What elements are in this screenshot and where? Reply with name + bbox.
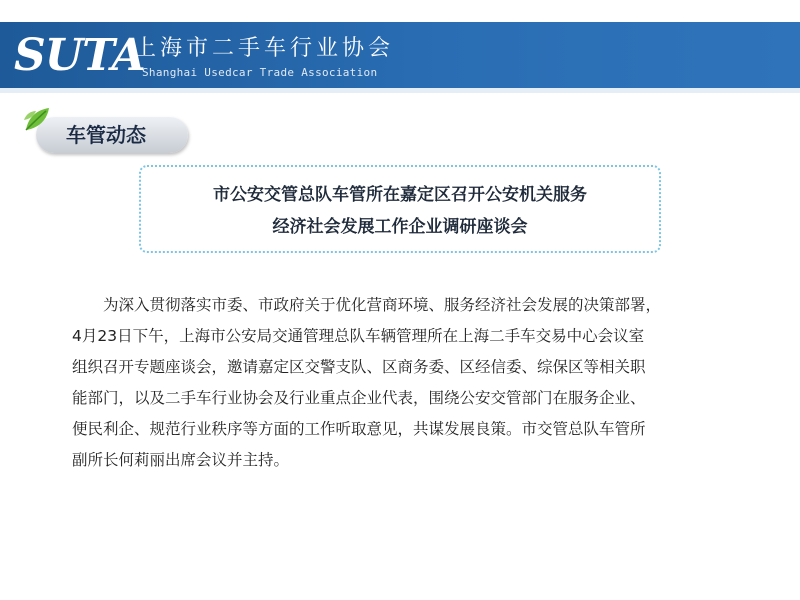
article-body-line-4: 能部门，以及二手车行业协会及行业重点企业代表，围绕公安交管部门在服务企业、 xyxy=(72,389,646,407)
suta-logo: SUTA xyxy=(14,30,145,81)
leaf-icon xyxy=(22,104,52,134)
article-title-box xyxy=(139,165,661,253)
section-tag xyxy=(36,117,188,153)
section-tag-label: 车管动态 xyxy=(66,123,146,147)
header-divider xyxy=(0,88,800,93)
article-title-line-2: 经济社会发展工作企业调研座谈会 xyxy=(272,217,528,237)
article-body-line-5: 便民利企、规范行业秩序等方面的工作听取意见，共谋发展良策。市交管总队车管所 xyxy=(72,420,646,438)
article-body xyxy=(72,290,744,476)
org-name-english: Shanghai Usedcar Trade Association xyxy=(142,66,378,79)
org-name-chinese: 上海市二手车行业协会 xyxy=(134,36,395,61)
article-body-line-2: 4月23日下午，上海市公安局交通管理总队车辆管理所在上海二手车交易中心会议室 xyxy=(72,327,645,345)
article-title-line-1: 市公安交管总队车管所在嘉定区召开公安机关服务 xyxy=(213,185,587,205)
header-banner xyxy=(0,22,800,88)
article-body-line-3: 组织召开专题座谈会，邀请嘉定区交警支队、区商务委、区经信委、综保区等相关职 xyxy=(72,358,646,376)
article-body-line-6: 副所长何莉丽出席会议并主持。 xyxy=(72,451,290,469)
article-body-line-1: 为深入贯彻落实市委、市政府关于优化营商环境、服务经济社会发展的决策部署， xyxy=(103,296,662,314)
